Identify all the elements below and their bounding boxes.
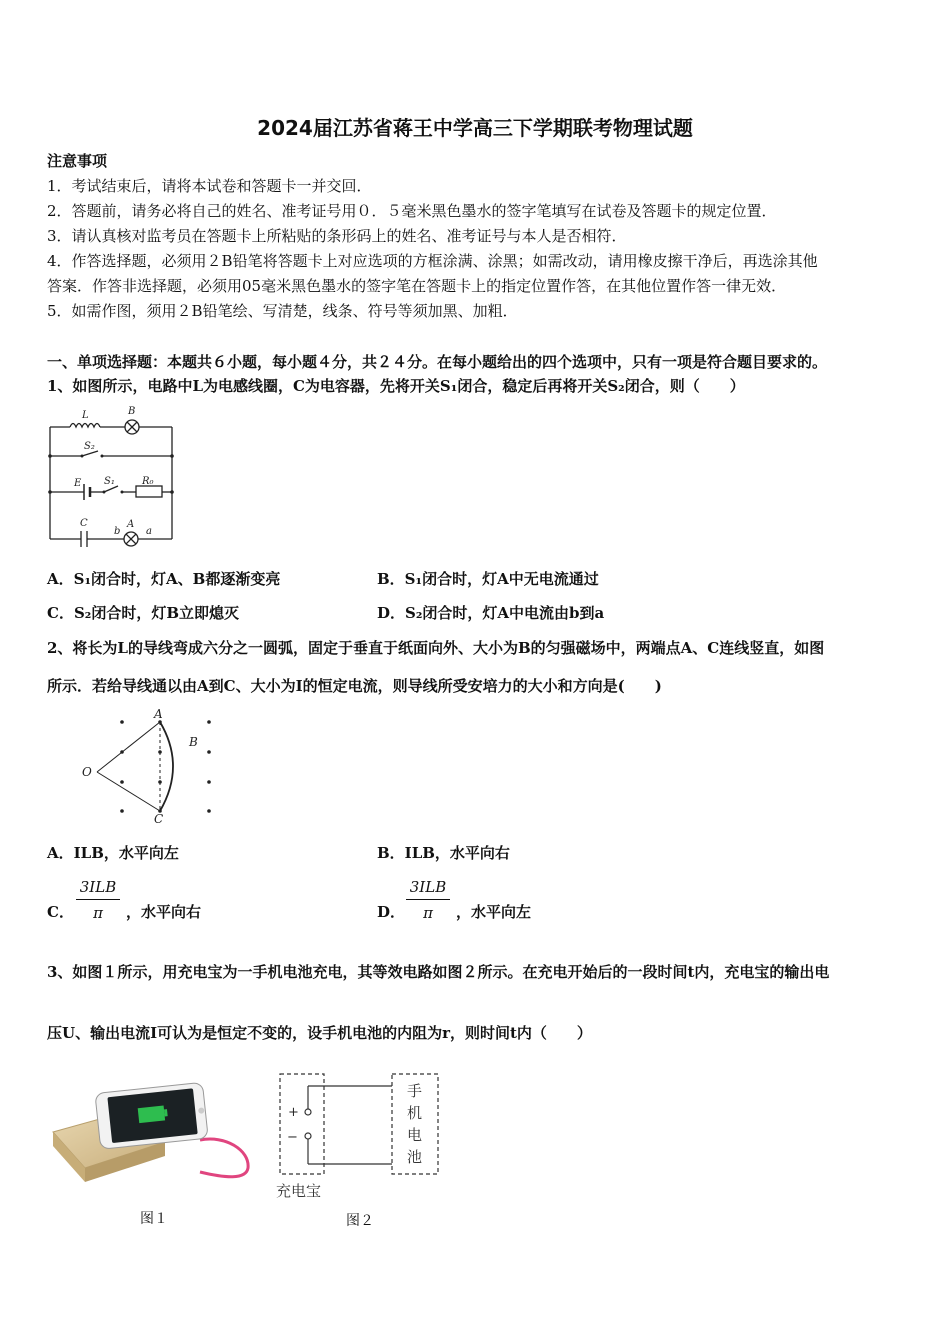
q1-option-b: B．S₁闭合时，灯A中无电流通过 (377, 570, 599, 588)
q1-option-d: D．S₂闭合时，灯A中电流由b到a (377, 604, 605, 622)
notice-item: 答案．作答非选择题，必须用05毫米黑色墨水的签字笔在答题卡上的指定位置作答，在其他位置作答一律无效． (47, 277, 787, 295)
q2-stem-line1: 2、将长为L的导线弯成六分之一圆弧，固定于垂直于纸面向外、大小为B的匀强磁场中，两端点A、C连线竖直，如图 (47, 639, 825, 657)
notice-heading: 注意事项 (47, 152, 108, 170)
notice-item: 4．作答选择题，必须用２B铅笔将答题卡上对应选项的方框涂满、涂黑；如需改动，请用橡皮擦干净后，再选涂其他 (47, 252, 818, 270)
fig-label-B: B (128, 406, 136, 417)
q1-stem: 1、如图所示，电路中L为电感线圈，C为电容器，先将开关S₁闭合，稳定后再将开关S₂闭合，则（ ） (47, 377, 745, 395)
page-title: 2024届江苏省蒋王中学高三下学期联考物理试题 (257, 116, 693, 140)
powerbank-label: 充电宝 (276, 1182, 322, 1200)
q2-option-d-numerator: 3ILB (409, 878, 447, 896)
q2-option-c-numerator: 3ILB (79, 878, 117, 896)
fig-label-b: b (114, 526, 121, 537)
minus-sign: − (287, 1130, 298, 1145)
section-heading: 一、单项选择题：本题共６小题，每小题４分，共２４分。在每小题给出的四个选项中，只有一项是符合题目要求的。 (47, 353, 828, 371)
q2-option-d-direction: ，水平向左 (456, 903, 532, 921)
fig-label-B: B (189, 735, 198, 749)
fig2-caption: 图２ (346, 1213, 374, 1229)
q2-stem-line2: 所示．若给导线通以由A到C、大小为I的恒定电流，则导线所受安培力的大小和方向是( ) (47, 677, 662, 695)
q2-option-d-fraction-bar (406, 899, 450, 900)
plus-sign: + (288, 1105, 299, 1120)
notice-item: 5．如需作图，须用２B铅笔绘、写清楚，线条、符号等须加黑、加粗． (47, 302, 518, 320)
q1-option-c: C．S₂闭合时，灯B立即熄灭 (47, 604, 240, 622)
notice-item: 3．请认真核对监考员在答题卡上所粘贴的条形码上的姓名、准考证号与本人是否相符． (47, 227, 627, 245)
q2-option-c-direction: ，水平向右 (126, 903, 202, 921)
fig1-caption: 图１ (140, 1211, 168, 1227)
fig-label-L: L (82, 410, 89, 421)
q2-option-c-label: C． (47, 903, 74, 921)
q2-option-c-fraction-bar (76, 899, 120, 900)
fig-label-C: C (154, 812, 164, 826)
q3-stem-line2: 压U、输出电流I可认为是恒定不变的，设手机电池的内阻为r，则时间t内（ ） (47, 1024, 592, 1042)
fig-label-S2: S₂ (84, 441, 95, 452)
battery-label-char: 池 (407, 1148, 423, 1166)
q1-option-a: A．S₁闭合时，灯A、B都逐渐变亮 (47, 570, 281, 588)
notice-item: 1．考试结束后，请将本试卷和答题卡一并交回． (47, 177, 372, 195)
fig-label-a: a (146, 526, 152, 537)
q3-powerbank-photo (50, 1080, 255, 1195)
fig-label-C: C (80, 518, 88, 529)
fig-label-S1: S₁ (104, 476, 115, 487)
q2-option-d-label: D． (377, 903, 406, 921)
fig-label-A: A (127, 519, 135, 530)
q1-circuit-diagram (44, 402, 184, 552)
q2-option-a: A．ILB，水平向左 (47, 844, 179, 862)
battery-label-char: 手 (407, 1082, 423, 1100)
q2-option-b: B．ILB，水平向右 (377, 844, 510, 862)
fig-label-O: O (82, 765, 92, 779)
q3-stem-line1: 3、如图１所示，用充电宝为一手机电池充电，其等效电路如图２所示。在充电开始后的一段时间t内，充电宝的输出电 (47, 963, 830, 981)
notice-item: 2．答题前，请务必将自己的姓名、准考证号用０．５毫米黑色墨水的签字笔填写在试卷及答题卡的规定位置． (47, 202, 777, 220)
q3-equivalent-circuit (272, 1068, 447, 1203)
fig-label-A: A (154, 708, 163, 721)
fig-label-R0: R₀ (142, 476, 154, 487)
q2-arc-diagram (78, 708, 228, 828)
battery-label-char: 机 (407, 1104, 423, 1122)
fig-label-E: E (74, 478, 82, 489)
q2-option-d-denominator: π (423, 904, 433, 922)
battery-label-char: 电 (407, 1126, 423, 1144)
q2-option-c-denominator: π (93, 904, 103, 922)
